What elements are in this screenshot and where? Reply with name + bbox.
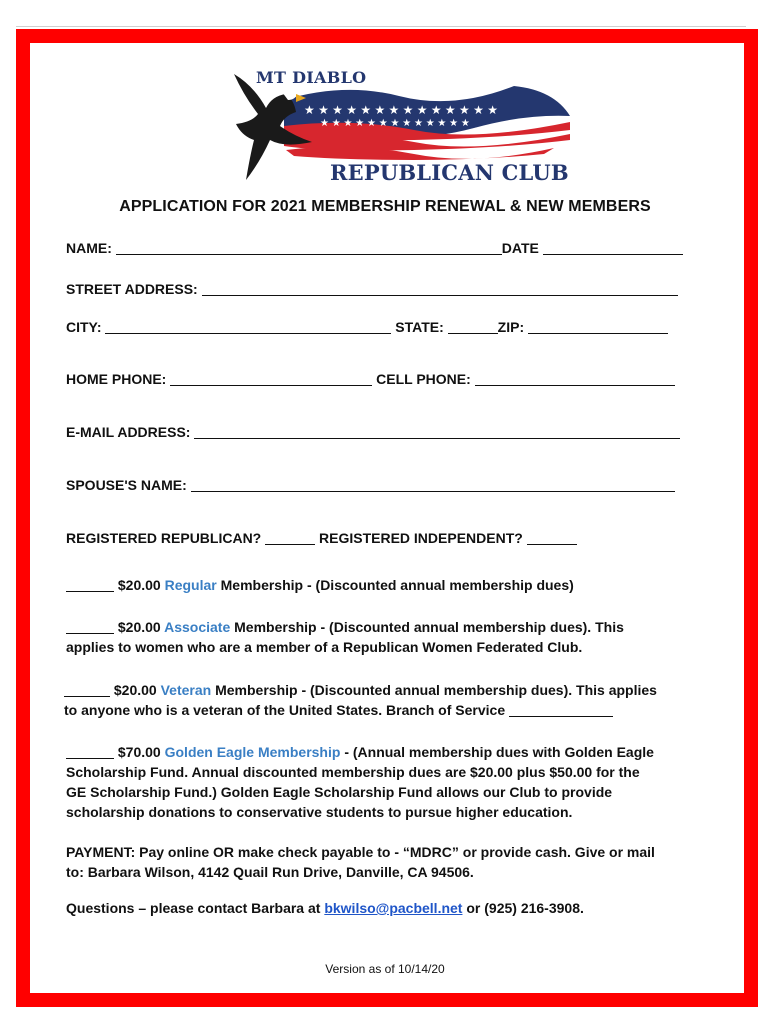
- version-footer: Version as of 10/14/20: [325, 962, 445, 976]
- golden-text: - (Annual membership dues with Golden Eagle: [344, 744, 654, 760]
- email-row: [66, 424, 680, 440]
- membership-golden-eagle: [66, 742, 716, 822]
- cell-phone-label: CELL PHONE:: [376, 371, 471, 387]
- street-row: [66, 281, 678, 297]
- date-label: DATE: [501, 240, 539, 256]
- payment-line2: to: Barbara Wilson, 4142 Quail Run Drive, Danville, CA 94506.: [66, 864, 474, 880]
- membership-regular: [66, 575, 574, 595]
- veteran-check-field[interactable]: [64, 682, 110, 697]
- branch-of-service-field[interactable]: [509, 702, 613, 717]
- regular-text: Membership - (Discounted annual membership dues): [220, 577, 574, 593]
- reg-independent-field[interactable]: [527, 530, 577, 545]
- street-field[interactable]: [202, 281, 678, 296]
- veteran-type: Veteran: [160, 682, 212, 698]
- questions-prefix: Questions – please contact Barbara at: [66, 900, 321, 916]
- club-logo: [224, 56, 584, 188]
- spouse-field[interactable]: [191, 477, 675, 492]
- associate-check-field[interactable]: [66, 619, 114, 634]
- questions-suffix: or (925) 216-3908.: [466, 900, 584, 916]
- name-label: NAME:: [66, 240, 112, 256]
- contact-email-link[interactable]: bkwilso@pacbell.net: [324, 900, 463, 916]
- regular-type: Regular: [164, 577, 217, 593]
- svg-text:★ ★ ★ ★ ★ ★ ★ ★ ★ ★ ★ ★ ★ ★: ★ ★ ★ ★ ★ ★ ★ ★ ★ ★ ★ ★ ★ ★: [304, 103, 498, 117]
- reg-independent-label: REGISTERED INDEPENDENT?: [319, 530, 523, 546]
- reg-republican-label: REGISTERED REPUBLICAN?: [66, 530, 262, 546]
- city-row: [66, 319, 668, 335]
- spouse-row: [66, 477, 675, 493]
- page-title: APPLICATION FOR 2021 MEMBERSHIP RENEWAL & NEW MEMBERS: [119, 198, 651, 215]
- payment-instructions: [66, 842, 726, 882]
- questions-line: [66, 898, 584, 918]
- regular-check-field[interactable]: [66, 577, 114, 592]
- phone-row: [66, 371, 675, 387]
- golden-check-field[interactable]: [66, 744, 114, 759]
- associate-type: Associate: [164, 619, 231, 635]
- svg-text:★ ★ ★ ★ ★ ★ ★ ★ ★ ★ ★ ★ ★: ★ ★ ★ ★ ★ ★ ★ ★ ★ ★ ★ ★ ★: [320, 118, 470, 129]
- cell-phone-field[interactable]: [475, 371, 675, 386]
- associate-text-line2: applies to women who are a member of a Republican Women Federated Club.: [66, 639, 583, 655]
- veteran-price: $20.00: [113, 682, 157, 698]
- state-field[interactable]: [448, 319, 498, 334]
- email-field[interactable]: [194, 424, 680, 439]
- golden-text-line2: Scholarship Fund. Annual discounted membership dues are $20.00 plus $50.00 for the: [66, 764, 640, 780]
- veteran-text: Membership - (Discounted annual membership dues). This applies: [215, 682, 657, 698]
- email-label: E-MAIL ADDRESS:: [66, 424, 191, 440]
- date-field[interactable]: [543, 240, 683, 255]
- logo-name-top: MT DIABLO: [256, 68, 367, 87]
- membership-veteran: [64, 680, 714, 720]
- golden-text-line3: GE Scholarship Fund.) Golden Eagle Scholarship Fund allows our Club to provide: [66, 784, 613, 800]
- zip-field[interactable]: [528, 319, 668, 334]
- associate-text: Membership - (Discounted annual membership dues). This: [234, 619, 624, 635]
- associate-price: $20.00: [117, 619, 161, 635]
- payment-line1: PAYMENT: Pay online OR make check payable to - “MDRC” or provide cash. Give or mail: [66, 844, 655, 860]
- golden-type: Golden Eagle Membership: [164, 744, 341, 760]
- top-rule: [16, 26, 746, 27]
- city-field[interactable]: [105, 319, 391, 334]
- street-label: STREET ADDRESS:: [66, 281, 198, 297]
- registration-row: [66, 530, 577, 546]
- logo-name-bottom: REPUBLICAN CLUB: [330, 160, 569, 185]
- state-label: STATE:: [395, 319, 444, 335]
- home-phone-label: HOME PHONE:: [66, 371, 167, 387]
- zip-label: ZIP:: [497, 319, 525, 335]
- membership-associate: [66, 617, 706, 657]
- reg-republican-field[interactable]: [265, 530, 315, 545]
- city-label: CITY:: [66, 319, 102, 335]
- home-phone-field[interactable]: [170, 371, 372, 386]
- golden-price: $70.00: [117, 744, 161, 760]
- name-row: [66, 240, 683, 256]
- veteran-text-line2: to anyone who is a veteran of the United States. Branch of Service: [64, 702, 506, 718]
- name-field[interactable]: [116, 240, 502, 255]
- regular-price: $20.00: [117, 577, 161, 593]
- spouse-label: SPOUSE'S NAME:: [66, 477, 187, 493]
- golden-text-line4: scholarship donations to conservative students to pursue higher education.: [66, 804, 573, 820]
